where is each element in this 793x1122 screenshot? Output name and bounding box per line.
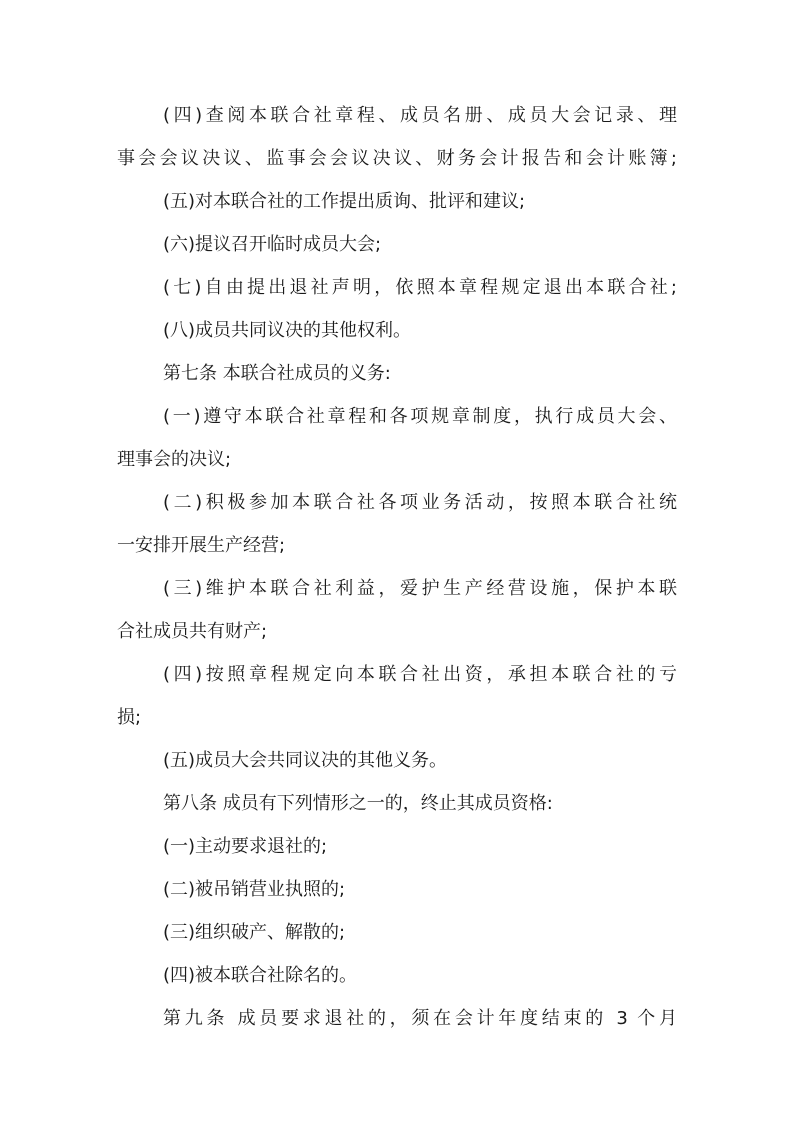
text-line: 理事会的决议; bbox=[117, 449, 232, 470]
text-line: (一)遵守本联合社章程和各项规章制度，执行成员大会、 bbox=[163, 406, 677, 427]
article-heading: 第八条 成员有下列情形之一的，终止其成员资格: bbox=[163, 793, 553, 814]
text-line: 事会会议决议、监事会会议决议、财务会计报告和会计账簿; bbox=[117, 148, 677, 169]
text-line: (一)主动要求退社的; bbox=[163, 836, 328, 857]
text-line: (四)查阅本联合社章程、成员名册、成员大会记录、理 bbox=[163, 105, 677, 126]
text-line: (三)维护本联合社利益，爱护生产经营设施，保护本联 bbox=[163, 578, 677, 599]
text-line: 一安排开展生产经营; bbox=[117, 535, 286, 556]
text-line: 损; bbox=[117, 707, 142, 728]
text-line: (四)被本联合社除名的。 bbox=[163, 965, 358, 986]
text-line: (六)提议召开临时成员大会; bbox=[163, 234, 382, 255]
text-line: (二)被吊销营业执照的; bbox=[163, 879, 346, 900]
text-line: (八)成员共同议决的其他权利。 bbox=[163, 320, 412, 341]
text-line: 合社成员共有财产; bbox=[117, 621, 268, 642]
text-line: (四)按照章程规定向本联合社出资，承担本联合社的亏 bbox=[163, 664, 677, 685]
article-heading: 第七条 本联合社成员的义务: bbox=[163, 363, 391, 384]
text-line: (五)对本联合社的工作提出质询、批评和建议; bbox=[163, 191, 526, 212]
text-line: (五)成员大会共同议决的其他义务。 bbox=[163, 750, 448, 771]
text-line: (三)组织破产、解散的; bbox=[163, 922, 346, 943]
text-line: (七)自由提出退社声明，依照本章程规定退出本联合社; bbox=[163, 277, 677, 298]
text-line: (二)积极参加本联合社各项业务活动，按照本联合社统 bbox=[163, 492, 677, 513]
article-heading: 第九条 成员要求退社的，须在会计年度结束的 3 个月 bbox=[163, 1008, 677, 1029]
